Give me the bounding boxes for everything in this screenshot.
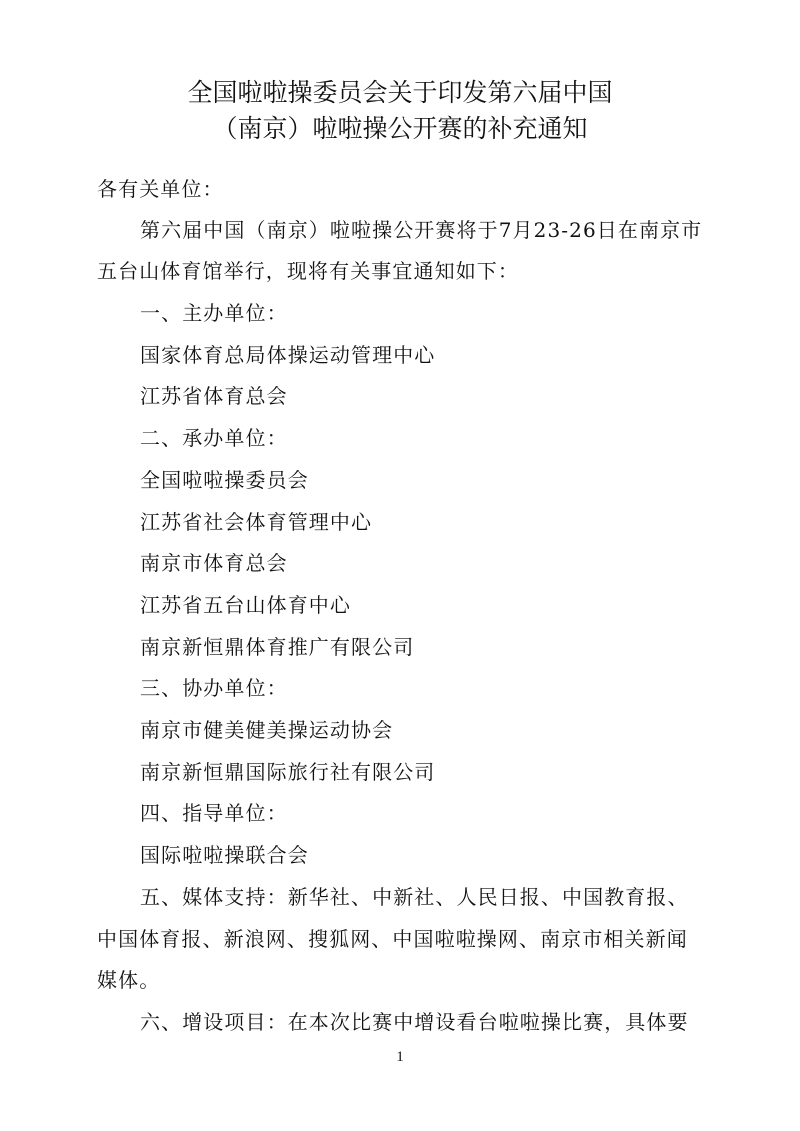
- section-heading-guidance: 四、指导单位：: [140, 801, 288, 825]
- section-heading-hosts: 二、承办单位：: [140, 426, 288, 450]
- document-title-line-1: 全国啦啦操委员会关于印发第六届中国: [187, 78, 613, 107]
- section-heading-organizers: 一、主办单位：: [140, 301, 288, 325]
- section-heading-co-organizers: 三、协办单位：: [140, 676, 288, 700]
- guidance-item: 国际啦啦操联合会: [140, 843, 309, 867]
- media-support-line-3: 媒体。: [97, 968, 161, 992]
- co-organizer-item: 南京市健美健美操运动协会: [140, 718, 394, 742]
- page-number: 1: [396, 1049, 404, 1065]
- host-item: 江苏省社会体育管理中心: [140, 510, 373, 534]
- organizer-item: 江苏省体育总会: [140, 384, 288, 408]
- intro-line-2: 五台山体育馆举行，现将有关事宜通知如下：: [97, 259, 519, 283]
- co-organizer-item: 南京新恒鼎国际旅行社有限公司: [140, 760, 436, 784]
- media-support-line-1: 五、媒体支持：新华社、中新社、人民日报、中国教育报、: [140, 885, 689, 909]
- intro-line-1: 第六届中国（南京）啦啦操公开赛将于7月23-26日在南京市: [140, 218, 703, 242]
- media-support-line-2: 中国体育报、新浪网、搜狐网、中国啦啦操网、南京市相关新闻: [97, 927, 688, 951]
- host-item: 江苏省五台山体育中心: [140, 593, 351, 617]
- organizer-item: 国家体育总局体操运动管理中心: [140, 343, 436, 367]
- document-title-line-2: （南京）啦啦操公开赛的补充通知: [212, 114, 588, 143]
- added-events-line-1: 六、增设项目：在本次比赛中增设看台啦啦操比赛，具体要: [140, 1010, 689, 1034]
- host-item: 全国啦啦操委员会: [140, 468, 309, 492]
- host-item: 南京新恒鼎体育推广有限公司: [140, 635, 415, 659]
- salutation: 各有关单位：: [97, 177, 224, 201]
- host-item: 南京市体育总会: [140, 551, 288, 575]
